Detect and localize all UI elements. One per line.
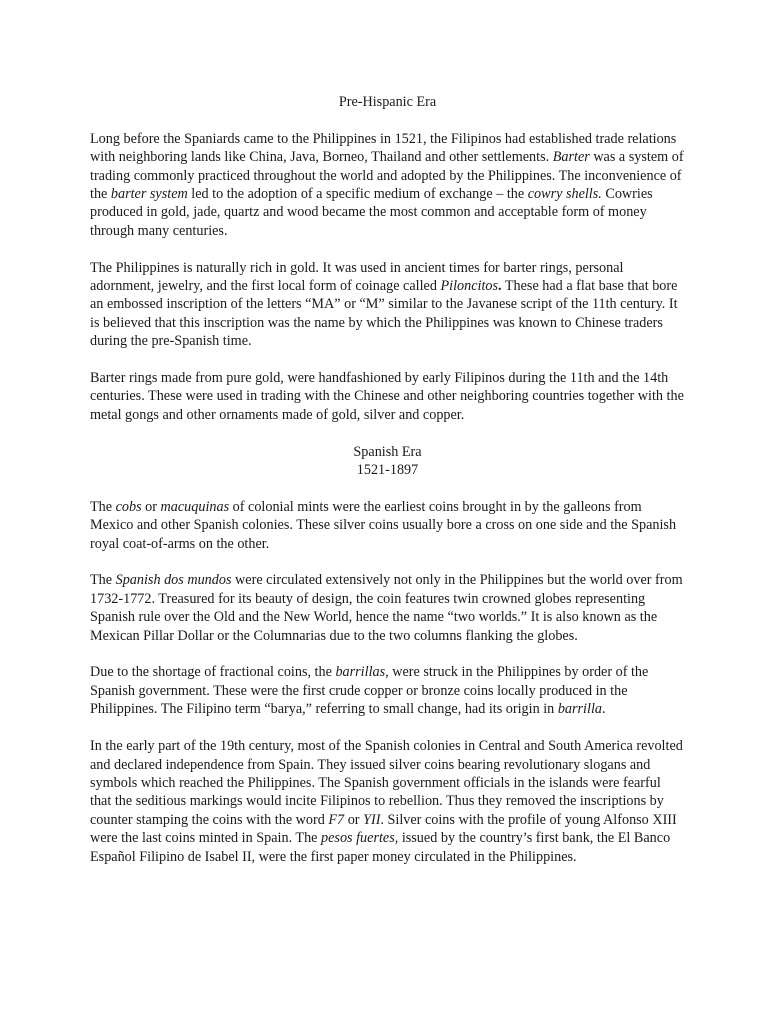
text-run: were circulated extensively not only in the Philippines but the world over from 1732-1772. Treasured for its beauty of design, the coin features twin crowned globes representing Spanish rule over the Old and the New World, hence the name “two worlds.” It is also known as the Mexican Pillar Dollar or the Columnarias due to the two columns flanking the globes. xyxy=(90,572,683,644)
text-run: Long before the Spaniards came to the Philippines in 1521, the Filipinos had established trade relations with neighboring lands like China, Java, Borneo, Thailand and other settlements. xyxy=(90,130,677,166)
text-italic: pesos fuertes xyxy=(321,830,395,847)
text-italic: barter system xyxy=(110,186,188,203)
text-run: . xyxy=(601,701,606,718)
body-paragraph xyxy=(90,498,685,553)
text-bold: . xyxy=(498,278,502,295)
paragraph-spacer xyxy=(90,424,685,442)
paragraph-spacer xyxy=(90,645,685,663)
text-run: . Silver coins with the profile of young Alfonso XIII were the last coins minted in Spain. The xyxy=(90,811,677,847)
paragraph-spacer xyxy=(90,111,685,129)
body-paragraph xyxy=(90,369,685,424)
paragraph-spacer xyxy=(90,479,685,497)
text-run: was a system of trading commonly practiced throughout the world and adopted by the Philippines. The inconvenience of the xyxy=(90,149,684,203)
text-run: Cowries produced in gold, jade, quartz and wood became the most common and acceptable form of money through many centuries. xyxy=(90,186,653,239)
text-italic: cowry shells. xyxy=(527,186,602,203)
text-italic: F7 xyxy=(328,811,345,828)
text-italic: macuquinas xyxy=(160,498,230,515)
text-italic: cobs xyxy=(115,498,142,515)
body-paragraph xyxy=(90,663,685,718)
body-paragraph xyxy=(90,130,685,240)
text-italic: Spanish dos mundos xyxy=(115,572,232,589)
section-heading: Spanish Era xyxy=(353,443,422,460)
text-run: The Philippines is naturally rich in gold. It was used in ancient times for barter rings, personal adornment, jewelry, and the first local form of coinage called xyxy=(90,259,624,295)
section-subheading: 1521-1897 xyxy=(356,462,419,479)
text-italic: Piloncitos xyxy=(440,278,499,295)
paragraph-spacer xyxy=(90,553,685,571)
body-paragraph xyxy=(90,259,685,351)
text-run: In the early part of the 19th century, most of the Spanish colonies in Central and South America revolted and declared independence from Spain. They issued silver coins bearing revolutionary slogans and symbols which reached the Philippines. The Spanish government officials in the islands were fearful that the seditious markings would incite Filipinos to rebellion. Thus they removed the inscriptions by counter stamping the coins with the word xyxy=(90,738,683,828)
section-heading: Pre-Hispanic Era xyxy=(338,94,437,110)
text-run: were struck in the Philippines by order of the Spanish government. These were the first crude copper or bronze coins locally produced in the Philippines. The Filipino term “barya,” referring to small change, had its origin in xyxy=(90,664,649,718)
paragraph-spacer xyxy=(90,240,685,258)
text-italic: Barter xyxy=(552,149,590,166)
paragraph-spacer xyxy=(90,351,685,369)
text-run: of colonial mints were the earliest coins brought in by the galleons from Mexico and other Spanish colonies. These silver coins usually bore a cross on one side and the Spanish royal coat-of-arms on the other. xyxy=(90,498,677,552)
text-run: The xyxy=(90,572,116,589)
text-run: These had a flat base that bore an embossed inscription of the letters “MA” or “M” similar to the Javanese script of the 11th century. It is believed that this inscription was the name by which the Philippines was known to Chinese traders during the pre-Spanish time. xyxy=(90,278,678,350)
text-run: or xyxy=(344,811,364,828)
text-run: or xyxy=(141,498,161,515)
text-italic: barrillas, xyxy=(335,664,389,681)
text-italic: YII xyxy=(363,811,381,828)
text-run: , issued by the country’s first bank, the El Banco Español Filipino de Isabel II, were the first paper money circulated in the Philippines. xyxy=(90,830,671,865)
paragraph-spacer xyxy=(90,719,685,737)
text-run: Barter rings made from pure gold, were handfashioned by early Filipinos during the 11th and the 14th centuries. These were used in trading with the Chinese and other neighboring countries together with the metal gongs and other ornaments made of gold, silver and copper. xyxy=(90,370,684,423)
text-italic: barrilla xyxy=(557,701,602,718)
document-body xyxy=(90,93,685,866)
body-paragraph xyxy=(90,737,685,866)
text-run: led to the adoption of a specific medium of exchange – the xyxy=(187,186,528,203)
text-run: The xyxy=(90,498,116,515)
body-paragraph xyxy=(90,571,685,645)
text-run: Due to the shortage of fractional coins, the xyxy=(90,664,336,681)
